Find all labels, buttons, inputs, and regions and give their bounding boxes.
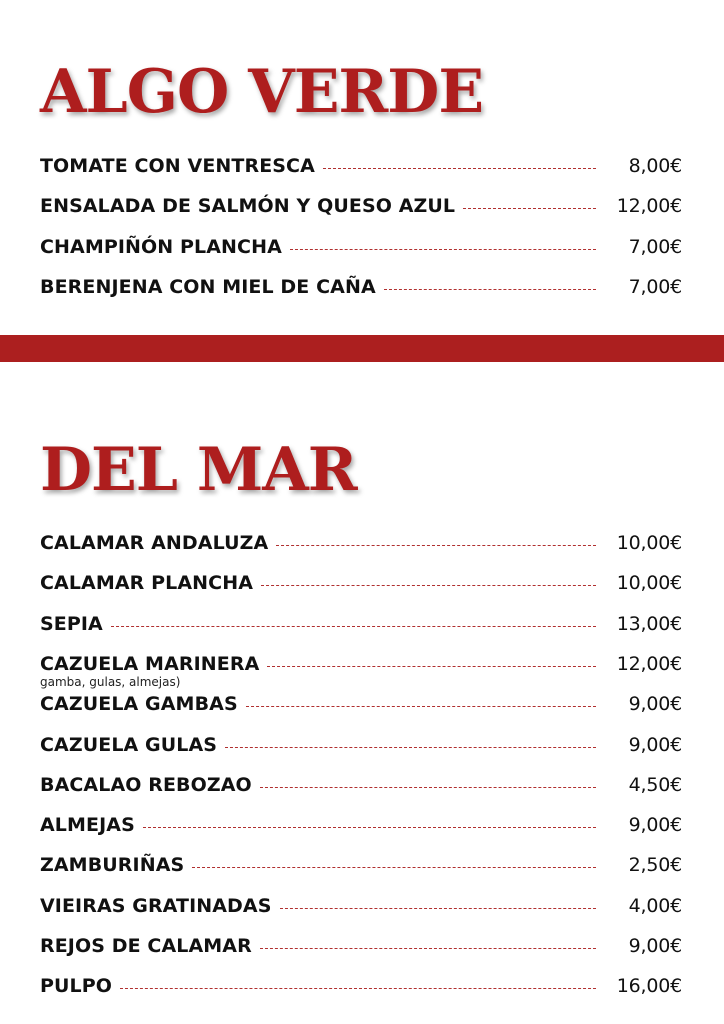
dotted-leader <box>463 208 596 209</box>
menu-item <box>40 812 682 838</box>
dotted-leader <box>260 948 596 949</box>
menu-item-price: 7,00€ <box>628 276 682 298</box>
menu-item-name: TOMATE CON VENTRESCA <box>40 155 315 177</box>
section-title-algo-verde: ALGO VERDE <box>40 57 484 127</box>
menu-item-name: CHAMPIÑÓN PLANCHA <box>40 236 282 258</box>
menu-item-name: REJOS DE CALAMAR <box>40 935 252 957</box>
dotted-leader <box>290 249 596 250</box>
menu-item <box>40 893 682 919</box>
menu-item <box>40 570 682 596</box>
menu-item-price: 9,00€ <box>628 693 682 715</box>
menu-item-name: CAZUELA MARINERA <box>40 653 260 675</box>
menu-item <box>40 933 682 959</box>
menu-item-name: ENSALADA DE SALMÓN Y QUESO AZUL <box>40 195 456 217</box>
menu-item-name: CAZUELA GAMBAS <box>40 693 238 715</box>
dotted-leader <box>111 626 596 627</box>
menu-item-name: VIEIRAS GRATINADAS <box>40 895 272 917</box>
menu-item <box>40 530 682 556</box>
menu-item <box>40 611 682 637</box>
dotted-leader <box>192 867 596 868</box>
menu-item-price: 13,00€ <box>616 613 682 635</box>
menu-item-price: 7,00€ <box>628 236 682 258</box>
section-title-del-mar: DEL MAR <box>40 435 357 505</box>
dotted-leader <box>276 545 596 546</box>
menu-item-name: CALAMAR PLANCHA <box>40 572 254 594</box>
menu-item <box>40 651 682 689</box>
divider-band <box>0 335 724 362</box>
menu-item-price: 4,50€ <box>628 774 682 796</box>
menu-item <box>40 153 682 179</box>
menu-item <box>40 234 682 260</box>
menu-item-price: 9,00€ <box>628 814 682 836</box>
dotted-leader <box>143 827 596 828</box>
menu-item-name: ZAMBURIÑAS <box>40 854 185 876</box>
menu-item-price: 10,00€ <box>616 532 682 554</box>
menu-item-note: gamba, gulas, almejas) <box>40 675 181 689</box>
menu-item <box>40 691 682 717</box>
dotted-leader <box>120 988 596 989</box>
dotted-leader <box>260 787 596 788</box>
menu-item-price: 2,50€ <box>628 854 682 876</box>
menu-item <box>40 274 682 300</box>
dotted-leader <box>323 168 596 169</box>
menu-item-price: 12,00€ <box>616 195 682 217</box>
dotted-leader <box>246 706 596 707</box>
menu-item-name: CALAMAR ANDALUZA <box>40 532 269 554</box>
menu-item-price: 12,00€ <box>616 653 682 675</box>
menu-item-name: ALMEJAS <box>40 814 135 836</box>
dotted-leader <box>267 666 596 667</box>
menu-item-price: 9,00€ <box>628 935 682 957</box>
menu-item <box>40 193 682 219</box>
menu-item-price: 4,00€ <box>628 895 682 917</box>
menu-item-price: 16,00€ <box>616 975 682 997</box>
dotted-leader <box>384 289 596 290</box>
menu-item-name: BACALAO REBOZAO <box>40 774 252 796</box>
menu-item <box>40 852 682 878</box>
menu-item <box>40 732 682 758</box>
menu-item-name: BERENJENA CON MIEL DE CAÑA <box>40 276 376 298</box>
menu-item-price: 9,00€ <box>628 734 682 756</box>
dotted-leader <box>225 747 596 748</box>
dotted-leader <box>261 585 596 586</box>
menu-item <box>40 772 682 798</box>
menu-item-price: 10,00€ <box>616 572 682 594</box>
menu-item-name: SEPIA <box>40 613 103 635</box>
menu-item-name: PULPO <box>40 975 113 997</box>
menu-item <box>40 973 682 999</box>
dotted-leader <box>280 908 596 909</box>
menu-item-name: CAZUELA GULAS <box>40 734 218 756</box>
menu-item-price: 8,00€ <box>628 155 682 177</box>
